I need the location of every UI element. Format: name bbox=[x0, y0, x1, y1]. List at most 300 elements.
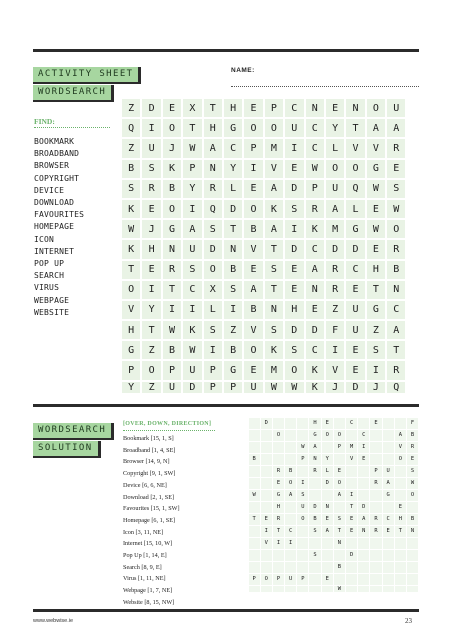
grid-cell[interactable]: Z bbox=[142, 341, 160, 359]
grid-cell[interactable]: Y bbox=[142, 301, 160, 319]
solution-cell: B bbox=[285, 466, 296, 477]
solution-cell: E bbox=[370, 418, 381, 429]
grid-cell[interactable]: D bbox=[306, 321, 324, 339]
grid-cell[interactable]: S bbox=[367, 341, 385, 359]
grid-cell[interactable]: P bbox=[204, 382, 222, 393]
grid-cell[interactable]: N bbox=[306, 281, 324, 299]
grid-cell[interactable]: C bbox=[183, 281, 201, 299]
grid-cell[interactable]: T bbox=[142, 321, 160, 339]
solution-cell bbox=[370, 454, 381, 465]
grid-cell[interactable]: P bbox=[183, 160, 201, 178]
solution-cell bbox=[395, 574, 406, 585]
solution-cell bbox=[285, 562, 296, 573]
grid-cell[interactable]: T bbox=[265, 240, 283, 258]
grid-cell[interactable]: T bbox=[387, 341, 405, 359]
solution-cell bbox=[261, 466, 272, 477]
grid-cell[interactable]: I bbox=[163, 301, 181, 319]
solution-cell bbox=[358, 538, 369, 549]
grid-cell[interactable]: G bbox=[346, 220, 364, 238]
grid-cell[interactable]: P bbox=[163, 361, 181, 379]
answer-item: Pop Up [1, 14, E] bbox=[123, 552, 167, 560]
grid-cell[interactable]: Z bbox=[326, 301, 344, 319]
grid-cell[interactable]: Q bbox=[346, 180, 364, 198]
grid-cell[interactable]: W bbox=[122, 220, 140, 238]
grid-cell[interactable]: V bbox=[346, 139, 364, 157]
grid-cell[interactable]: S bbox=[285, 200, 303, 218]
grid-cell[interactable]: Y bbox=[326, 119, 344, 137]
grid-cell[interactable]: E bbox=[367, 200, 385, 218]
grid-cell[interactable]: T bbox=[183, 119, 201, 137]
grid-cell[interactable]: O bbox=[285, 361, 303, 379]
grid-cell[interactable]: L bbox=[346, 200, 364, 218]
grid-cell[interactable]: O bbox=[244, 119, 262, 137]
solution-cell: E bbox=[346, 514, 357, 525]
grid-cell[interactable]: N bbox=[387, 281, 405, 299]
grid-cell[interactable]: O bbox=[163, 119, 181, 137]
solution-cell bbox=[322, 490, 333, 501]
grid-cell[interactable]: D bbox=[285, 180, 303, 198]
grid-cell[interactable]: B bbox=[224, 261, 242, 279]
solution-cell: E bbox=[358, 454, 369, 465]
grid-cell[interactable]: A bbox=[265, 220, 283, 238]
grid-cell[interactable]: G bbox=[367, 301, 385, 319]
grid-cell[interactable]: R bbox=[163, 261, 181, 279]
grid-cell[interactable]: I bbox=[224, 301, 242, 319]
grid-cell[interactable]: H bbox=[367, 261, 385, 279]
grid-cell[interactable]: C bbox=[346, 261, 364, 279]
grid-cell[interactable]: Z bbox=[367, 321, 385, 339]
word-item: BROWSER bbox=[34, 161, 70, 171]
grid-cell[interactable]: Z bbox=[122, 99, 140, 117]
solution-cell: R bbox=[407, 442, 418, 453]
grid-cell[interactable]: E bbox=[387, 160, 405, 178]
grid-cell[interactable]: T bbox=[122, 261, 140, 279]
solution-cell: A bbox=[395, 430, 406, 441]
grid-cell[interactable]: C bbox=[224, 139, 242, 157]
grid-cell[interactable]: E bbox=[142, 261, 160, 279]
grid-cell[interactable]: B bbox=[163, 180, 181, 198]
grid-cell[interactable]: E bbox=[346, 281, 364, 299]
solution-cell: C bbox=[358, 430, 369, 441]
grid-cell[interactable]: X bbox=[183, 99, 201, 117]
solution-cell bbox=[249, 442, 260, 453]
grid-cell[interactable]: N bbox=[163, 240, 181, 258]
grid-cell[interactable]: G bbox=[163, 220, 181, 238]
grid-cell[interactable]: U bbox=[183, 361, 201, 379]
solution-cell bbox=[370, 490, 381, 501]
solution-cell bbox=[273, 550, 284, 561]
grid-cell[interactable]: V bbox=[265, 160, 283, 178]
grid-cell[interactable]: E bbox=[163, 99, 181, 117]
grid-cell[interactable]: S bbox=[265, 261, 283, 279]
solution-cell bbox=[407, 550, 418, 561]
grid-cell[interactable]: R bbox=[204, 180, 222, 198]
solution-cell bbox=[383, 550, 394, 561]
solution-header: [OVER, DOWN, DIRECTION] bbox=[123, 421, 212, 427]
grid-cell[interactable]: Q bbox=[122, 119, 140, 137]
grid-cell[interactable]: Q bbox=[387, 382, 405, 393]
solution-cell bbox=[383, 442, 394, 453]
grid-cell[interactable]: O bbox=[122, 281, 140, 299]
grid-cell[interactable]: U bbox=[326, 180, 344, 198]
grid-cell[interactable]: J bbox=[326, 382, 344, 393]
grid-cell[interactable]: B bbox=[224, 341, 242, 359]
grid-cell[interactable]: A bbox=[265, 180, 283, 198]
grid-cell[interactable]: O bbox=[163, 200, 181, 218]
top-rule bbox=[33, 49, 419, 52]
grid-cell[interactable]: S bbox=[142, 160, 160, 178]
grid-cell[interactable]: Z bbox=[224, 321, 242, 339]
solution-cell: B bbox=[309, 514, 320, 525]
grid-cell[interactable]: D bbox=[346, 382, 364, 393]
grid-cell[interactable]: U bbox=[142, 139, 160, 157]
grid-cell[interactable]: A bbox=[326, 200, 344, 218]
solution-cell bbox=[309, 538, 320, 549]
grid-cell[interactable]: F bbox=[326, 321, 344, 339]
bottom-rule bbox=[33, 609, 419, 612]
grid-cell[interactable]: Z bbox=[142, 382, 160, 393]
grid-cell[interactable]: T bbox=[224, 220, 242, 238]
grid-cell[interactable]: H bbox=[122, 321, 140, 339]
grid-cell[interactable]: N bbox=[346, 99, 364, 117]
grid-cell[interactable]: O bbox=[244, 200, 262, 218]
grid-cell[interactable]: A bbox=[204, 139, 222, 157]
grid-cell[interactable]: J bbox=[142, 220, 160, 238]
grid-cell[interactable]: R bbox=[306, 200, 324, 218]
solution-cell: N bbox=[407, 526, 418, 537]
grid-cell[interactable]: P bbox=[204, 361, 222, 379]
wordsearch-solution-tag: WORDSEARCH bbox=[33, 423, 114, 440]
grid-cell[interactable]: U bbox=[346, 321, 364, 339]
grid-cell[interactable]: W bbox=[163, 321, 181, 339]
grid-cell[interactable]: U bbox=[387, 99, 405, 117]
grid-cell[interactable]: T bbox=[265, 281, 283, 299]
grid-cell[interactable]: K bbox=[265, 200, 283, 218]
grid-cell[interactable]: H bbox=[285, 301, 303, 319]
grid-cell[interactable]: K bbox=[265, 341, 283, 359]
solution-cell bbox=[346, 430, 357, 441]
grid-cell[interactable]: V bbox=[367, 139, 385, 157]
solution-cell: B bbox=[407, 514, 418, 525]
grid-cell[interactable]: E bbox=[285, 160, 303, 178]
grid-cell[interactable]: K bbox=[306, 382, 324, 393]
solution-cell bbox=[358, 562, 369, 573]
grid-cell[interactable]: L bbox=[224, 180, 242, 198]
name-field[interactable] bbox=[231, 86, 419, 87]
grid-cell[interactable]: S bbox=[204, 321, 222, 339]
grid-cell[interactable]: E bbox=[244, 361, 262, 379]
grid-cell[interactable]: H bbox=[204, 119, 222, 137]
solution-cell bbox=[249, 502, 260, 513]
word-item: WEBSITE bbox=[34, 307, 70, 317]
solution-cell bbox=[322, 586, 333, 592]
grid-cell[interactable]: D bbox=[285, 321, 303, 339]
grid-cell[interactable]: Y bbox=[122, 382, 140, 393]
grid-cell[interactable]: B bbox=[244, 220, 262, 238]
grid-cell[interactable]: I bbox=[183, 301, 201, 319]
grid-cell[interactable]: D bbox=[204, 240, 222, 258]
grid-cell[interactable]: B bbox=[387, 261, 405, 279]
grid-cell[interactable]: U bbox=[183, 240, 201, 258]
grid-cell[interactable]: G bbox=[224, 119, 242, 137]
grid-cell[interactable]: I bbox=[285, 139, 303, 157]
grid-cell[interactable]: R bbox=[387, 240, 405, 258]
grid-cell[interactable]: Q bbox=[204, 200, 222, 218]
grid-cell[interactable]: M bbox=[265, 139, 283, 157]
grid-cell[interactable]: O bbox=[265, 119, 283, 137]
solution-cell: P bbox=[297, 454, 308, 465]
grid-cell[interactable]: C bbox=[306, 119, 324, 137]
solution-cell: E bbox=[273, 478, 284, 489]
grid-cell[interactable]: G bbox=[122, 341, 140, 359]
grid-cell[interactable]: O bbox=[204, 261, 222, 279]
grid-cell[interactable]: P bbox=[224, 382, 242, 393]
solution-cell: E bbox=[322, 418, 333, 429]
solution-cell bbox=[249, 562, 260, 573]
grid-cell[interactable]: G bbox=[367, 160, 385, 178]
middle-rule bbox=[33, 404, 419, 407]
grid-cell[interactable]: N bbox=[204, 160, 222, 178]
answer-item: Copyright [9, 1, SW] bbox=[123, 470, 176, 478]
grid-cell[interactable]: W bbox=[306, 160, 324, 178]
solution-cell: C bbox=[346, 418, 357, 429]
grid-cell[interactable]: W bbox=[387, 200, 405, 218]
solution-cell bbox=[358, 490, 369, 501]
grid-cell[interactable]: U bbox=[163, 382, 181, 393]
solution-cell bbox=[358, 574, 369, 585]
grid-cell[interactable]: O bbox=[387, 220, 405, 238]
grid-cell[interactable]: O bbox=[326, 160, 344, 178]
grid-cell[interactable]: R bbox=[326, 281, 344, 299]
grid-cell[interactable]: E bbox=[306, 301, 324, 319]
solution-cell: Y bbox=[322, 454, 333, 465]
grid-cell[interactable]: E bbox=[244, 261, 262, 279]
grid-cell[interactable]: E bbox=[326, 99, 344, 117]
grid-cell[interactable]: E bbox=[346, 341, 364, 359]
grid-cell[interactable]: E bbox=[285, 261, 303, 279]
grid-cell[interactable]: T bbox=[163, 281, 181, 299]
grid-cell[interactable]: A bbox=[387, 321, 405, 339]
grid-cell[interactable]: W bbox=[265, 382, 283, 393]
grid-cell[interactable]: I bbox=[326, 341, 344, 359]
solution-cell: T bbox=[395, 526, 406, 537]
grid-cell[interactable]: G bbox=[224, 361, 242, 379]
grid-cell[interactable]: N bbox=[306, 99, 324, 117]
grid-cell[interactable]: S bbox=[122, 180, 140, 198]
word-item: FAVOURITES bbox=[34, 210, 85, 220]
solution-cell bbox=[370, 562, 381, 573]
solution-cell: R bbox=[370, 526, 381, 537]
grid-cell[interactable]: S bbox=[265, 321, 283, 339]
solution-cell bbox=[309, 586, 320, 592]
grid-cell[interactable]: H bbox=[224, 99, 242, 117]
grid-cell[interactable]: Y bbox=[183, 180, 201, 198]
grid-cell[interactable]: A bbox=[244, 281, 262, 299]
grid-cell[interactable]: W bbox=[285, 382, 303, 393]
grid-cell[interactable]: B bbox=[122, 160, 140, 178]
word-item: INTERNET bbox=[34, 246, 75, 256]
grid-cell[interactable]: P bbox=[306, 180, 324, 198]
grid-cell[interactable]: E bbox=[346, 361, 364, 379]
solution-cell: H bbox=[309, 418, 320, 429]
grid-cell[interactable]: K bbox=[122, 200, 140, 218]
solution-cell: G bbox=[309, 430, 320, 441]
grid-cell[interactable]: W bbox=[183, 139, 201, 157]
grid-cell[interactable]: D bbox=[142, 99, 160, 117]
grid-cell[interactable]: I bbox=[285, 220, 303, 238]
word-item: POP UP bbox=[34, 259, 65, 269]
solution-cell bbox=[261, 442, 272, 453]
grid-cell[interactable]: A bbox=[306, 261, 324, 279]
solution-cell: F bbox=[407, 418, 418, 429]
grid-cell[interactable]: E bbox=[244, 180, 262, 198]
grid-cell[interactable]: R bbox=[142, 180, 160, 198]
grid-cell[interactable]: J bbox=[367, 382, 385, 393]
solution-cell: O bbox=[285, 478, 296, 489]
word-item: VIRUS bbox=[34, 283, 60, 293]
grid-cell[interactable]: C bbox=[306, 240, 324, 258]
solution-cell: W bbox=[297, 442, 308, 453]
solution-cell bbox=[334, 418, 345, 429]
grid-cell[interactable]: C bbox=[306, 341, 324, 359]
solution-cell bbox=[261, 502, 272, 513]
solution-cell bbox=[297, 526, 308, 537]
grid-cell[interactable]: Z bbox=[122, 139, 140, 157]
grid-cell[interactable]: H bbox=[142, 240, 160, 258]
grid-cell[interactable]: E bbox=[244, 99, 262, 117]
grid-cell[interactable]: K bbox=[183, 321, 201, 339]
grid-cell[interactable]: A bbox=[387, 119, 405, 137]
grid-cell[interactable]: V bbox=[122, 301, 140, 319]
grid-cell[interactable]: N bbox=[265, 301, 283, 319]
grid-cell[interactable]: S bbox=[387, 180, 405, 198]
grid-cell[interactable]: T bbox=[367, 281, 385, 299]
solution-cell bbox=[285, 514, 296, 525]
grid-cell[interactable]: L bbox=[326, 139, 344, 157]
grid-cell[interactable]: D bbox=[183, 382, 201, 393]
grid-cell[interactable]: A bbox=[367, 119, 385, 137]
grid-cell[interactable]: C bbox=[306, 139, 324, 157]
solution-cell: R bbox=[309, 466, 320, 477]
answer-item: Webpage [1, 7, NE] bbox=[123, 587, 173, 595]
grid-cell[interactable]: D bbox=[224, 200, 242, 218]
solution-cell bbox=[273, 454, 284, 465]
grid-cell[interactable]: T bbox=[346, 119, 364, 137]
grid-cell[interactable]: E bbox=[285, 281, 303, 299]
solution-cell: A bbox=[322, 526, 333, 537]
solution-cell bbox=[309, 478, 320, 489]
grid-cell[interactable]: E bbox=[142, 200, 160, 218]
grid-cell[interactable]: T bbox=[204, 99, 222, 117]
word-item: ICON bbox=[34, 234, 55, 244]
solution-cell: R bbox=[273, 514, 284, 525]
grid-cell[interactable]: U bbox=[346, 301, 364, 319]
grid-cell[interactable]: S bbox=[224, 281, 242, 299]
grid-cell[interactable]: K bbox=[306, 220, 324, 238]
grid-cell[interactable]: W bbox=[367, 180, 385, 198]
grid-cell[interactable]: V bbox=[326, 361, 344, 379]
grid-cell[interactable]: L bbox=[204, 301, 222, 319]
grid-cell[interactable]: I bbox=[142, 281, 160, 299]
grid-cell[interactable]: P bbox=[122, 361, 140, 379]
find-divider bbox=[34, 127, 110, 128]
solution-cell bbox=[249, 466, 260, 477]
grid-cell[interactable]: R bbox=[326, 261, 344, 279]
grid-cell[interactable]: P bbox=[244, 139, 262, 157]
solution-cell bbox=[261, 490, 272, 501]
solution-cell: B bbox=[249, 454, 260, 465]
grid-cell[interactable]: D bbox=[326, 240, 344, 258]
solution-cell: B bbox=[407, 430, 418, 441]
grid-cell[interactable]: K bbox=[306, 361, 324, 379]
answer-item: Browser [14, 9, N] bbox=[123, 458, 170, 466]
grid-cell[interactable]: O bbox=[346, 160, 364, 178]
word-item: COPYRIGHT bbox=[34, 173, 80, 183]
solution-cell: T bbox=[273, 526, 284, 537]
grid-cell[interactable]: W bbox=[183, 341, 201, 359]
grid-cell[interactable]: J bbox=[163, 139, 181, 157]
grid-cell[interactable]: D bbox=[346, 240, 364, 258]
grid-cell[interactable]: X bbox=[204, 281, 222, 299]
grid-cell[interactable]: P bbox=[265, 99, 283, 117]
grid-cell[interactable]: I bbox=[204, 341, 222, 359]
grid-cell[interactable]: W bbox=[367, 220, 385, 238]
grid-cell[interactable]: N bbox=[224, 240, 242, 258]
grid-cell[interactable]: S bbox=[285, 341, 303, 359]
grid-cell[interactable]: O bbox=[142, 361, 160, 379]
grid-cell[interactable]: M bbox=[326, 220, 344, 238]
grid-cell[interactable]: M bbox=[265, 361, 283, 379]
solution-cell: D bbox=[358, 502, 369, 513]
grid-cell[interactable]: C bbox=[285, 99, 303, 117]
grid-cell[interactable]: V bbox=[244, 240, 262, 258]
grid-cell[interactable]: R bbox=[387, 139, 405, 157]
grid-cell[interactable]: O bbox=[367, 99, 385, 117]
website-url: www.webwise.ie bbox=[33, 618, 74, 624]
name-label: NAME: bbox=[231, 67, 255, 74]
grid-cell[interactable]: V bbox=[244, 321, 262, 339]
solution-cell: D bbox=[322, 478, 333, 489]
grid-cell[interactable]: I bbox=[142, 119, 160, 137]
grid-cell[interactable]: Y bbox=[224, 160, 242, 178]
solution-cell: U bbox=[297, 502, 308, 513]
grid-cell[interactable]: A bbox=[183, 220, 201, 238]
grid-cell[interactable]: U bbox=[285, 119, 303, 137]
grid-cell[interactable]: S bbox=[183, 261, 201, 279]
grid-cell[interactable]: D bbox=[285, 240, 303, 258]
grid-cell[interactable]: S bbox=[204, 220, 222, 238]
grid-cell[interactable]: B bbox=[163, 341, 181, 359]
solution-cell bbox=[383, 586, 394, 592]
grid-cell[interactable]: K bbox=[122, 240, 140, 258]
answer-item: Download [2, 1, SE] bbox=[123, 493, 175, 501]
solution-cell: P bbox=[273, 574, 284, 585]
grid-cell[interactable]: I bbox=[367, 361, 385, 379]
solution-cell bbox=[297, 550, 308, 561]
grid-cell[interactable]: K bbox=[163, 160, 181, 178]
solution-cell bbox=[395, 466, 406, 477]
grid-cell[interactable]: I bbox=[183, 200, 201, 218]
grid-cell[interactable]: O bbox=[244, 341, 262, 359]
grid-cell[interactable]: U bbox=[244, 382, 262, 393]
solution-cell bbox=[285, 550, 296, 561]
grid-cell[interactable]: E bbox=[367, 240, 385, 258]
grid-cell[interactable]: I bbox=[244, 160, 262, 178]
answer-item: Homepage [6, 1, SE] bbox=[123, 516, 176, 524]
grid-cell[interactable]: R bbox=[387, 361, 405, 379]
grid-cell[interactable]: C bbox=[387, 301, 405, 319]
grid-cell[interactable]: B bbox=[244, 301, 262, 319]
